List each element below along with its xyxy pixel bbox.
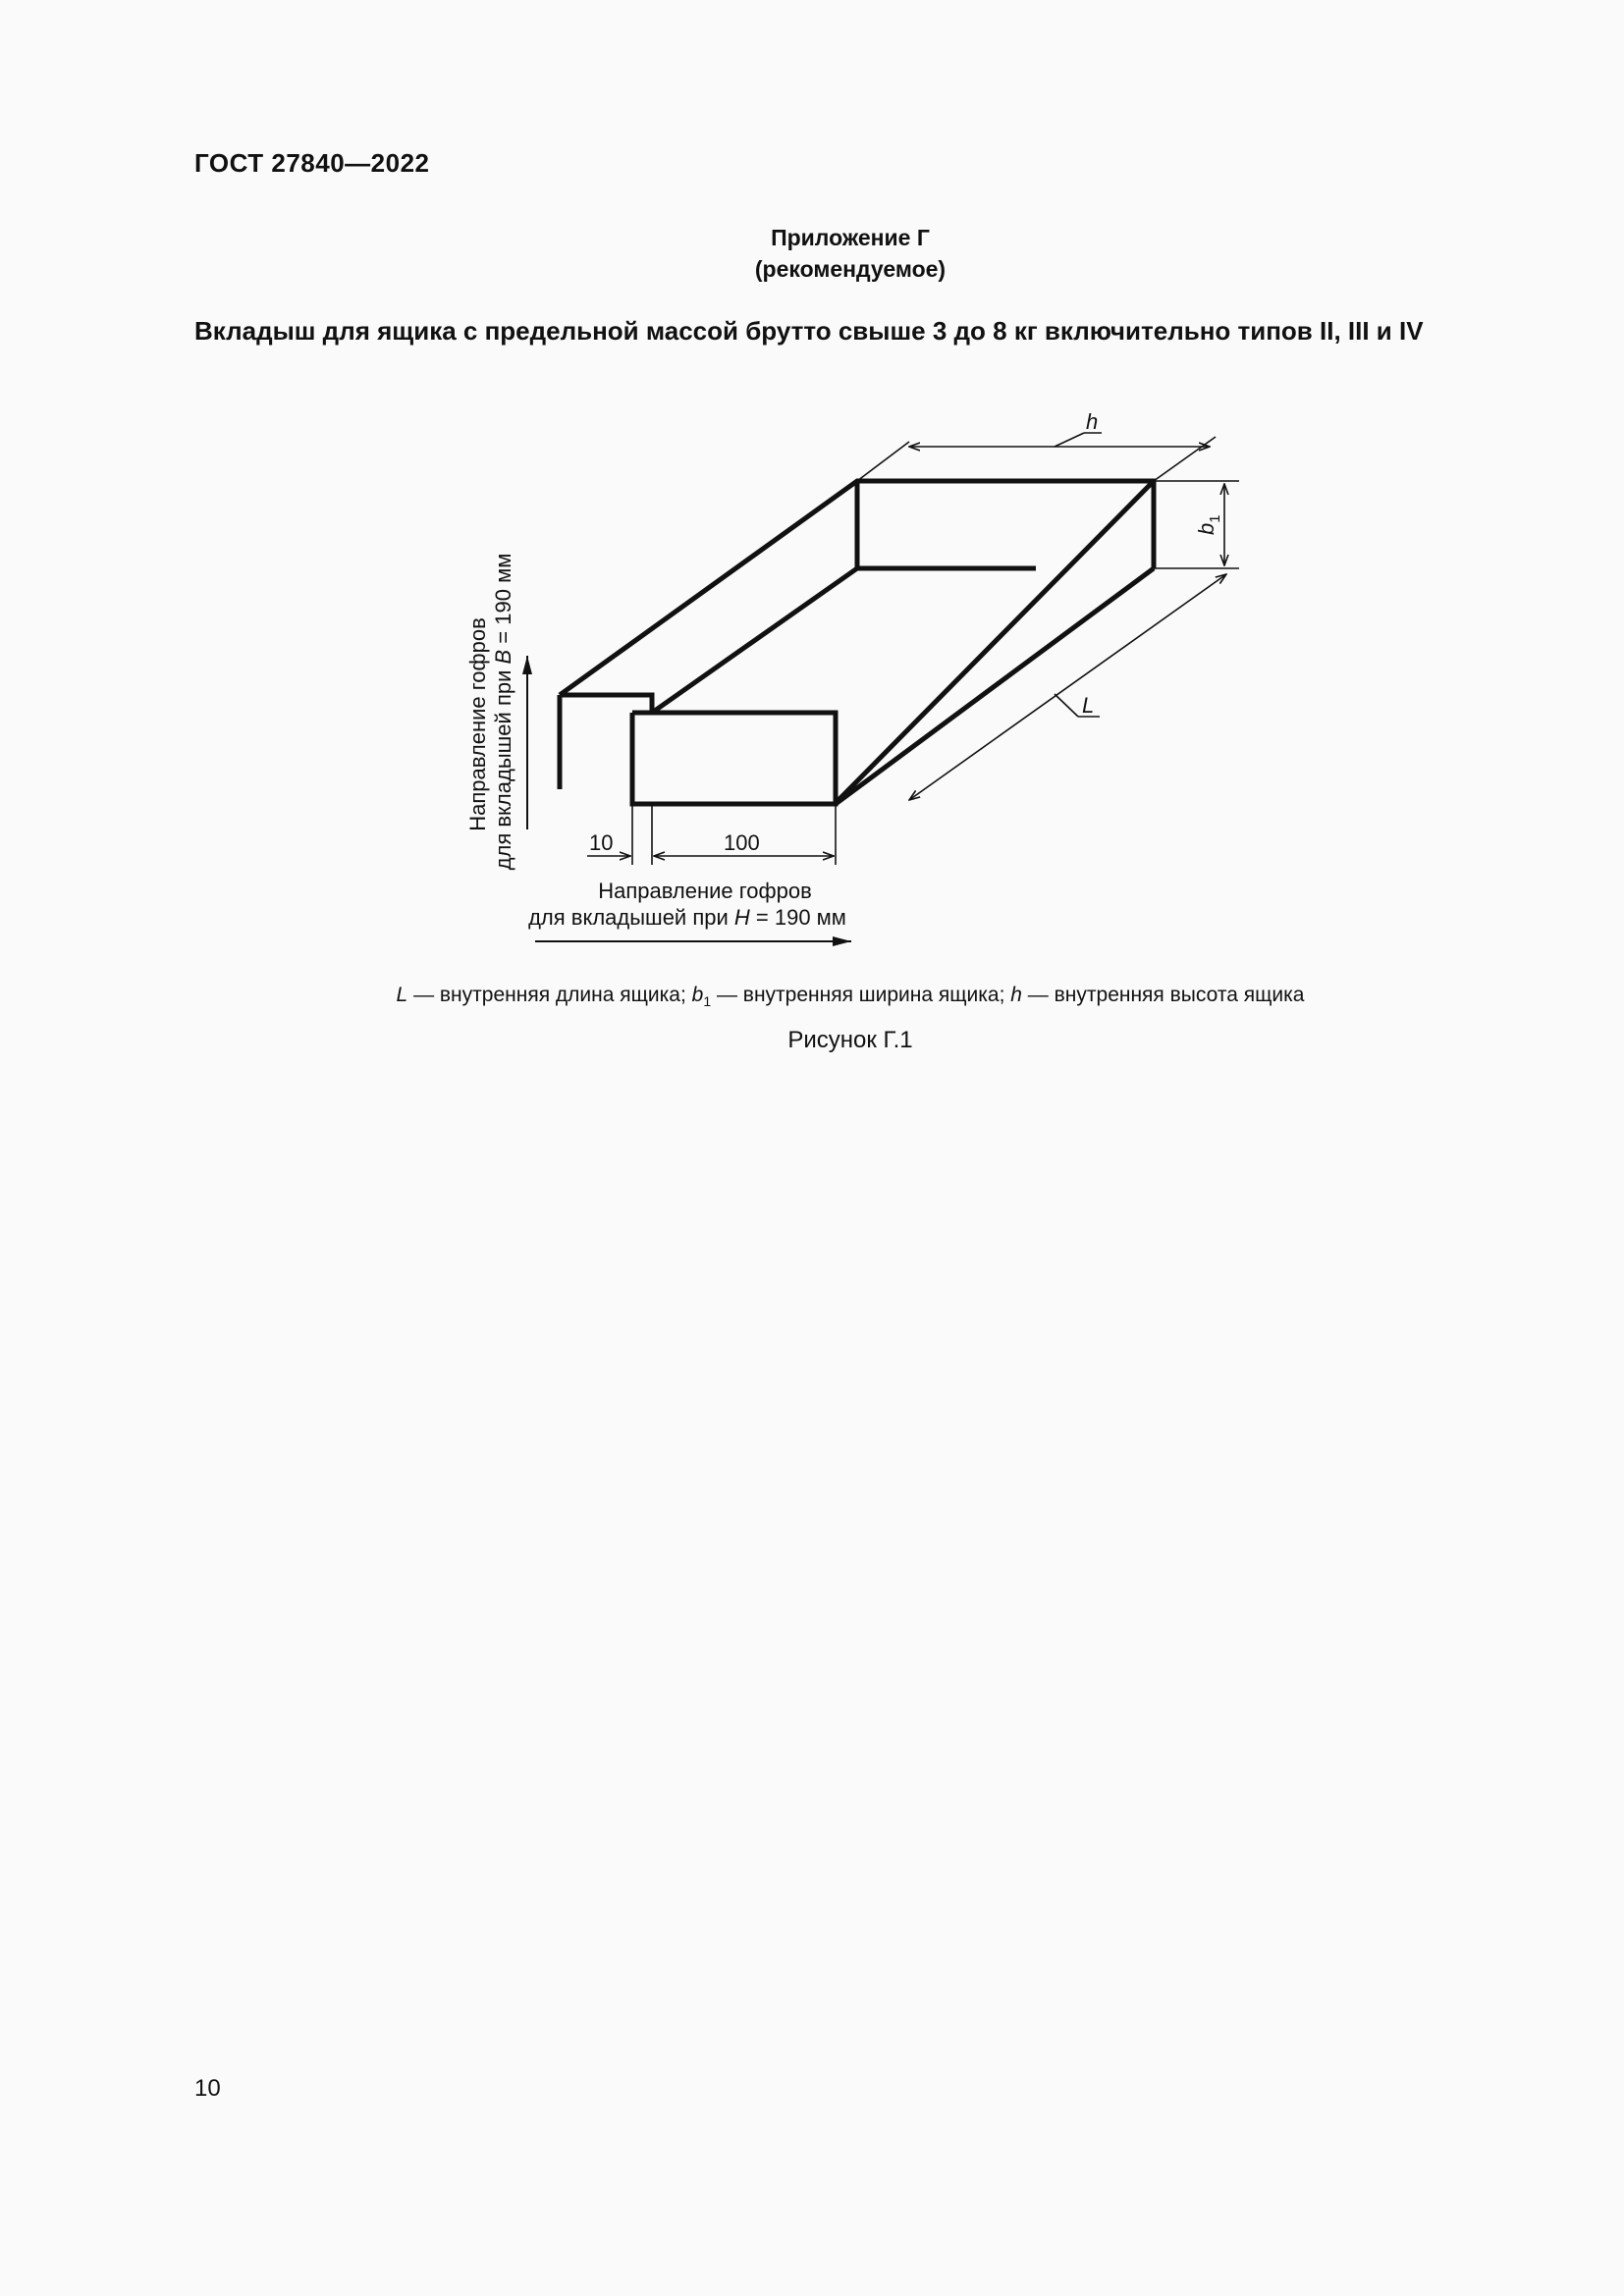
page-number: 10 — [194, 2075, 221, 2102]
legend-b-sub: 1 — [703, 993, 712, 1010]
figure-caption: Рисунок Г.1 — [787, 1027, 913, 1053]
box-insert-drawing — [0, 0, 1624, 982]
appendix-status: (рекомендуемое) — [754, 256, 947, 282]
legend-L-desc: — внутренняя длина ящика; — [407, 984, 692, 1006]
dimension-L — [909, 574, 1226, 800]
dimension-L-label: L — [1082, 693, 1095, 718]
svg-text:для вкладышей при B = 190 мм: для вкладышей при B = 190 мм — [491, 553, 515, 871]
dimension-10-100 — [587, 804, 836, 865]
legend-h-var: h — [1010, 984, 1022, 1006]
dimension-h — [857, 433, 1216, 481]
dimension-b1-label — [1194, 514, 1223, 535]
dimension-10-label: 10 — [589, 830, 614, 855]
svg-text:Направление гофров: Направление гофров — [465, 617, 490, 831]
section-heading: Вкладыш для ящика с предельной массой брутто свыше 3 до 8 кг включительно типов II, III и IV — [194, 316, 1424, 346]
legend-L-var: L — [396, 984, 408, 1006]
box-insert-outline — [560, 481, 1154, 804]
legend-h-desc: — внутренняя высота ящика — [1021, 984, 1305, 1006]
dimension-h-label: h — [1086, 409, 1099, 434]
corrugation-direction-H-line2: для вкладышей при H = 190 мм — [528, 905, 846, 930]
legend-b-var: b — [691, 984, 704, 1006]
appendix-title: Приложение Г — [771, 225, 930, 250]
corrugation-direction-B-line1 — [465, 617, 490, 831]
corrugation-direction-H-line1: Направление гофров — [598, 879, 812, 903]
figure-legend — [0, 984, 1624, 1009]
corrugation-direction-B-line2 — [491, 554, 515, 871]
svg-text:b1: $b_1$ — [1194, 514, 1223, 535]
standard-code: ГОСТ 27840—2022 — [194, 148, 430, 178]
legend-b-desc: — внутренняя ширина ящика; — [711, 984, 1011, 1006]
dimension-100-label: 100 — [724, 830, 760, 855]
